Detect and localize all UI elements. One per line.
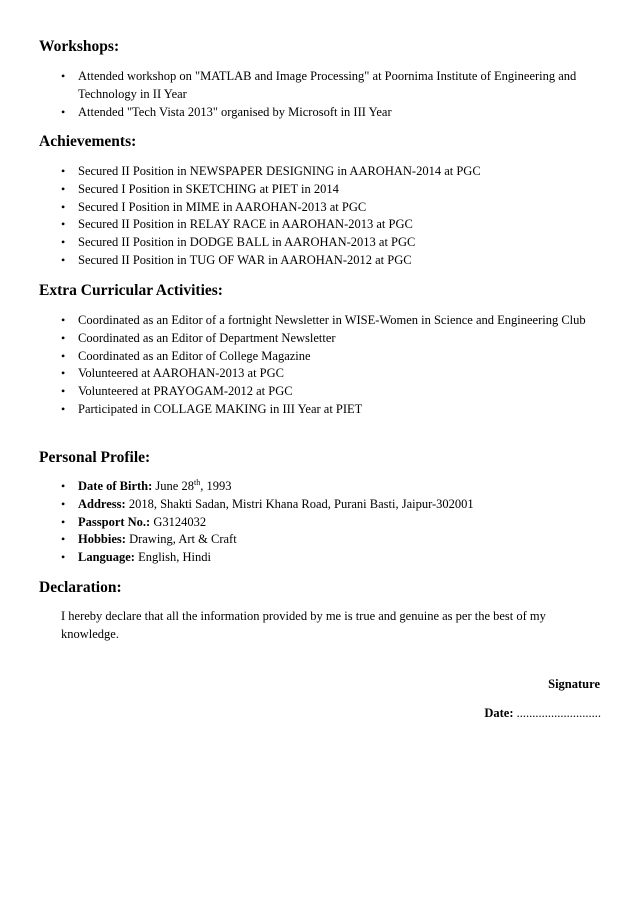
hobbies-label: Hobbies: <box>78 532 126 547</box>
date-label: Date: <box>484 706 514 720</box>
list-item-passport <box>0 514 638 532</box>
hobbies-value: Drawing, Art & Craft <box>125 532 237 547</box>
declaration-heading: Declaration: <box>39 579 122 596</box>
list-item: • Coordinated as an Editor of Department Newsletter <box>0 330 638 348</box>
list-item: • Secured II Position in TUG OF WAR in AAROHAN-2012 at PGC <box>0 252 638 270</box>
bullet-icon: • <box>61 496 66 511</box>
list-item: • Attended "Tech Vista 2013" organised by Microsoft in III Year <box>0 104 638 122</box>
extra-curricular-heading: Extra Curricular Activities: <box>39 282 223 299</box>
achievements-heading: Achievements: <box>39 133 137 150</box>
personal-profile-list <box>0 478 638 567</box>
list-item-dob <box>0 478 638 496</box>
list-item: • Volunteered at PRAYOGAM-2012 at PGC <box>0 383 638 401</box>
extra-curricular-list <box>0 312 638 419</box>
list-item: • Participated in COLLAGE MAKING in III Year at PIET <box>0 401 638 419</box>
address-value: 2018, Shakti Sadan, Mistri Khana Road, Purani Basti, Jaipur-302001 <box>125 496 474 511</box>
bullet-icon: • <box>61 479 66 493</box>
list-item: • Volunteered at AAROHAN-2013 at PGC <box>0 365 638 383</box>
bullet-icon: • <box>61 550 66 565</box>
list-item: • Secured I Position in MIME in AAROHAN-2013 at PGC <box>0 199 638 217</box>
bullet-icon: • <box>61 401 66 416</box>
list-item: • Attended workshop on "MATLAB and Image Processing" at Poornima Institute of Engineering and Technology in II Year <box>61 69 577 101</box>
bullet-icon: • <box>61 199 66 214</box>
declaration-text: I hereby declare that all the information provided by me is true and genuine as per the best of my knowledge. <box>61 609 546 641</box>
date-value: ........................... <box>513 706 601 720</box>
workshops-heading: Workshops: <box>39 38 120 55</box>
bullet-icon: • <box>61 235 66 250</box>
bullet-icon: • <box>61 514 66 529</box>
list-item-hobbies <box>0 531 638 549</box>
bullet-icon: • <box>61 384 66 399</box>
dob-suffix: th <box>193 477 201 487</box>
bullet-icon: • <box>61 366 66 381</box>
dob-label: Date of Birth: <box>78 479 153 493</box>
bullet-icon: • <box>61 313 66 327</box>
list-item: • Secured I Position in SKETCHING at PIET in 2014 <box>0 181 638 199</box>
list-item: • Secured II Position in RELAY RACE in AAROHAN-2013 at PGC <box>0 216 638 234</box>
bullet-icon: • <box>61 532 66 547</box>
language-value: English, Hindi <box>134 550 211 565</box>
bullet-icon: • <box>61 69 66 83</box>
bullet-icon: • <box>61 217 66 232</box>
bullet-icon: • <box>61 330 66 345</box>
date-line <box>484 706 601 721</box>
list-item-language <box>0 549 638 567</box>
signature-label: Signature <box>548 677 600 691</box>
bullet-icon: • <box>61 181 66 196</box>
workshops-list <box>0 68 638 121</box>
list-item: • Coordinated as an Editor of a fortnight Newsletter in WISE-Women in Science and Engineering Club <box>0 312 638 330</box>
bullet-icon: • <box>61 164 66 178</box>
bullet-icon: • <box>61 104 66 119</box>
language-label: Language: <box>78 550 135 565</box>
address-label: Address: <box>78 496 126 511</box>
list-item-address <box>0 496 638 514</box>
list-item: • Secured II Position in DODGE BALL in AAROHAN-2013 at PGC <box>0 234 638 252</box>
passport-label: Passport No.: <box>78 514 151 529</box>
dob-value: June 28 <box>152 479 194 493</box>
list-item: • Secured II Position in NEWSPAPER DESIGNING in AAROHAN-2014 at PGC <box>0 163 638 181</box>
personal-profile-heading: Personal Profile: <box>39 449 151 466</box>
passport-value: G3124032 <box>150 514 207 529</box>
dob-year: , 1993 <box>200 479 232 493</box>
bullet-icon: • <box>61 252 66 267</box>
bullet-icon: • <box>61 348 66 363</box>
list-item: • Coordinated as an Editor of College Magazine <box>0 348 638 366</box>
achievements-list <box>0 163 638 270</box>
